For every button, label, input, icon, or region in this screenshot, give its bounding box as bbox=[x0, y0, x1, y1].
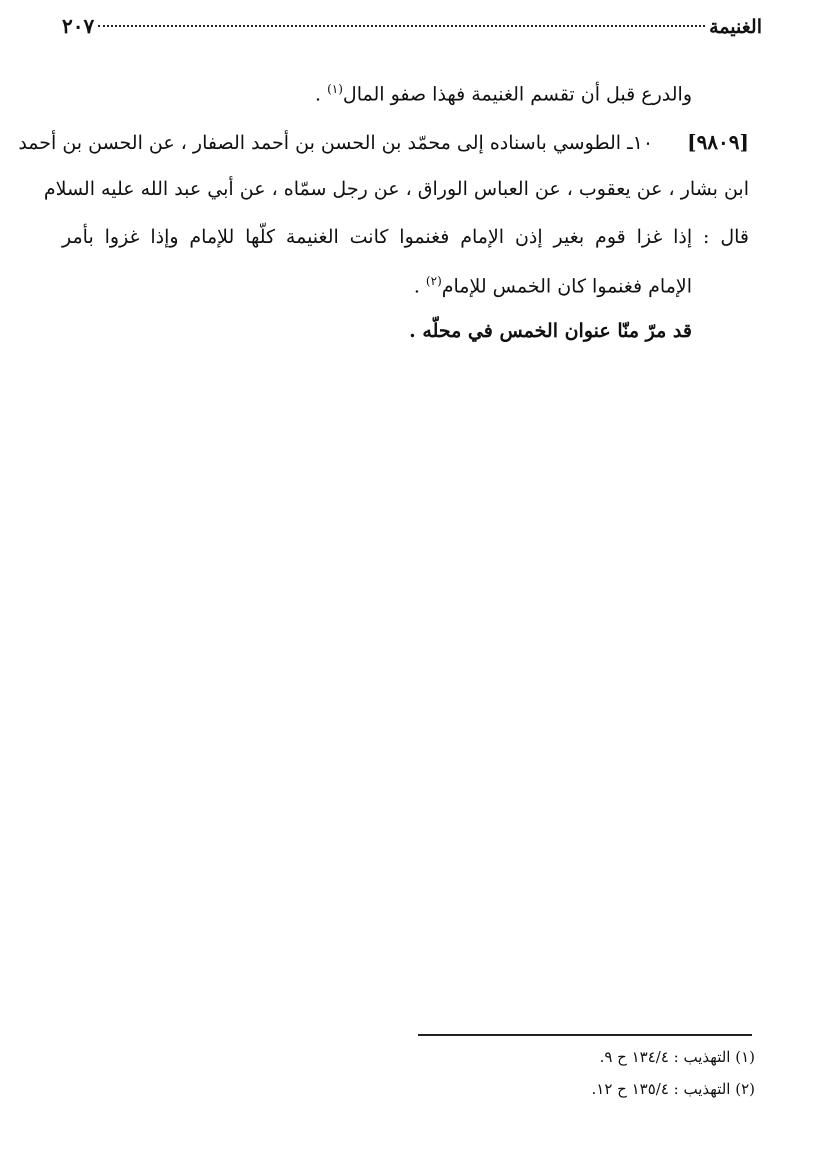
hadith-reference-number: [٩٨٠٩] bbox=[687, 130, 749, 154]
text-line-2 bbox=[18, 130, 749, 154]
line-2-text: ١٠ـ الطوسي باسناده إلى محمّد بن الحسن بن أحمد الصفار ، عن الحسن بن أحمد bbox=[18, 132, 654, 154]
footnote-marker-2: (٢) bbox=[425, 274, 442, 288]
text-line-3 bbox=[43, 178, 749, 200]
running-header bbox=[62, 14, 762, 48]
footnote-1: (١) التهذيب : ١٣٤/٤ ح ٩. bbox=[599, 1048, 755, 1066]
footnote-separator bbox=[418, 1034, 752, 1036]
line-3-text: ابن بشار ، عن يعقوب ، عن العباس الوراق ، عن رجل سمّاه ، عن أبي عبد الله عليه السلام bbox=[43, 178, 749, 200]
footnote-2: (٢) التهذيب : ١٣٥/٤ ح ١٢. bbox=[591, 1080, 755, 1098]
chapter-title: الغنيمة bbox=[709, 16, 762, 38]
line-5-text: الإمام فغنموا كان الخمس للإمام bbox=[441, 275, 692, 298]
line-4-text: قال : إذا غزا قوم بغير إذن الإمام فغنموا كانت الغنيمة كلّها للإمام وإذا غزوا بأمر bbox=[62, 226, 749, 248]
footnote-marker-1: (١) bbox=[327, 82, 343, 96]
text-line-5 bbox=[414, 274, 692, 297]
line-1-end: . bbox=[314, 83, 328, 106]
editor-note-text: قد مرّ منّا عنوان الخمس في محلّه . bbox=[409, 320, 692, 342]
header-dot-leader bbox=[98, 25, 705, 27]
page-number: ٢٠٧ bbox=[62, 14, 95, 38]
line-1-text: والدرع قبل أن تقسم الغنيمة فهذا صفو المال bbox=[342, 83, 692, 106]
line-5-end: . bbox=[413, 275, 426, 298]
text-line-4 bbox=[62, 226, 749, 248]
editor-note bbox=[409, 320, 692, 342]
text-line-1 bbox=[315, 82, 692, 105]
